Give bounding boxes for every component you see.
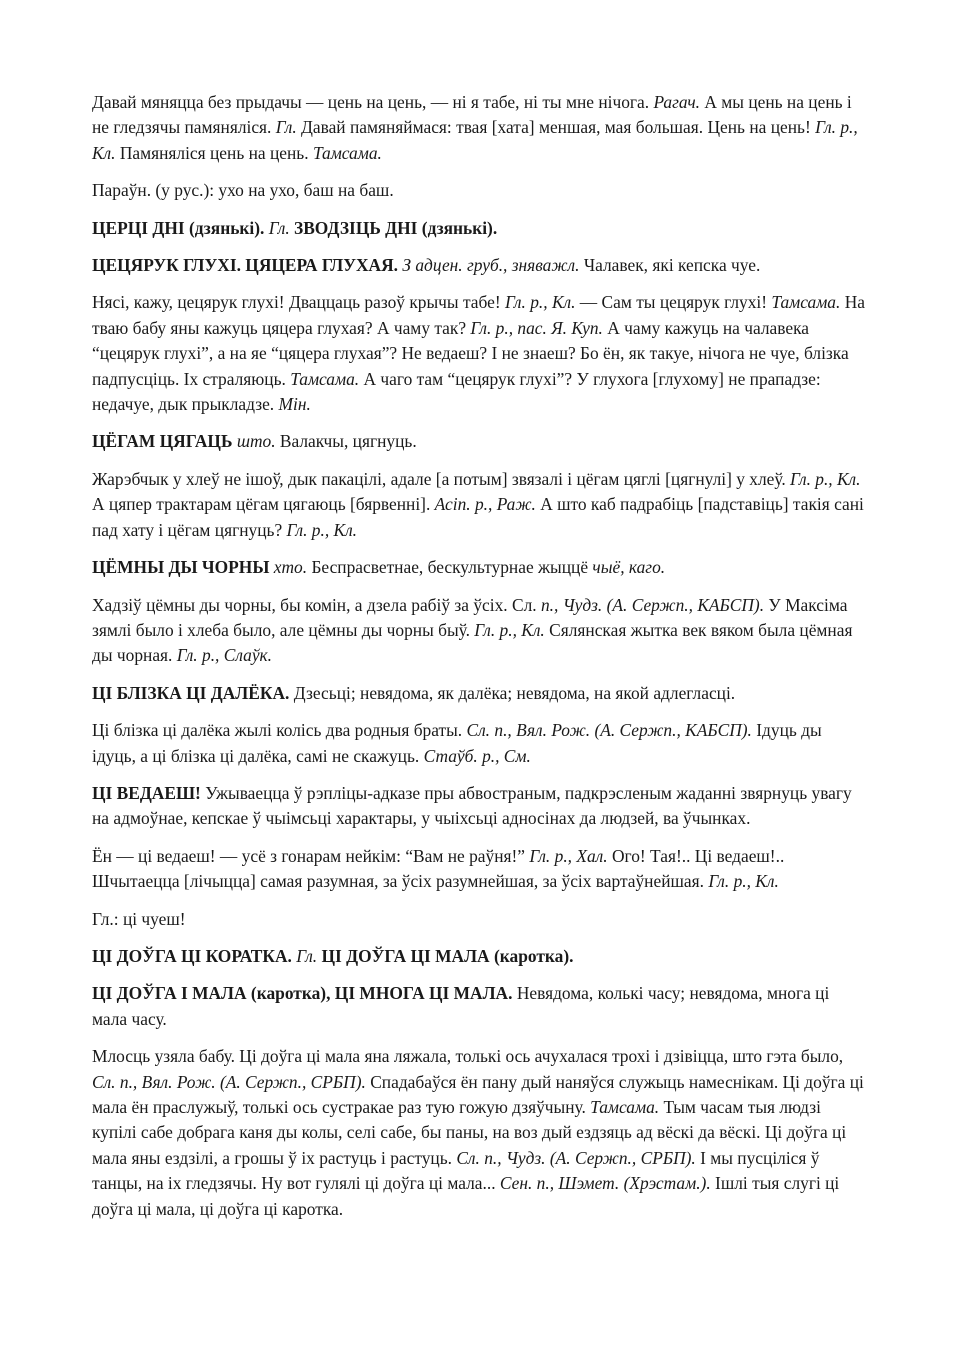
text-run: Гл.: ці чуеш! [92, 908, 186, 929]
text-run: Беспрасветнае, бескультурнае жыццё [307, 557, 593, 578]
source-reference: Сл. п., Вял. Рож. (А. Сержп., КАБСП). [466, 720, 752, 741]
text-run: Параўн. (у рус.): ухо на ухо, баш на баш. [92, 180, 394, 201]
text-run: Дзесьці; невядома, як далёка; невядома, на якой адлегласці. [289, 682, 736, 703]
text-run: Ужываецца ў рэпліцы-адказе пры абвостраным, падкрэсленым жаданні звярнуць увагу на адмоўнае, кепскае ў чыімсьці характары, у чыіхсьці адносінах да людзей, ва ўчынках. [92, 782, 852, 829]
text-run: Памяняліся цень на цень. [115, 142, 313, 163]
source-reference: Гл. р., Кл. [790, 468, 861, 489]
text-run: У Максіма зямлі было і хлеба было, але цёмны ды чорны быў. [92, 594, 848, 640]
source-reference: Рагач. [653, 92, 701, 112]
text-run: Невядома, колькі часу; невядома, многа ці мала часу. [92, 983, 830, 1029]
source-reference: што. [236, 431, 276, 452]
text-run: Спадабаўся ён пану дый наняўся служыць намеснікам. Ці доўга ці мала ён праслужыў, толькі ось сустракае раз тую гожую дзяўчыну. [92, 1071, 864, 1117]
headword: ЦЕЦЯРУК ГЛУХІ. ЦЯЦЕРА ГЛУХАЯ. [92, 255, 399, 276]
text-run: І мы пусціліся ў танцы, на іх гледзячы. Ну вот гулялі ці доўга ці мала... [92, 1147, 820, 1194]
source-reference: Гл. р., Хал. [529, 845, 608, 866]
paragraph [92, 178, 868, 203]
text-run: Млосць узяла бабу. Ці доўга ці мала яна ляжала, толькі ось ачухалася трохі і дзівіцца, што гэта было, [92, 1046, 844, 1067]
headword: ЦІ ДОЎГА ЦІ МАЛА (каротка). [321, 945, 574, 966]
text-run: Ого! Тая!.. Ці ведаеш!.. Шчытаецца [лічыцца] самая разумная, за ўсіх разумнейшая, за ўсіх вартаўнейшая. [92, 845, 785, 892]
paragraph [92, 429, 868, 454]
paragraph [92, 216, 868, 241]
text-run: Хадзіў цёмны ды чорны, бы комін, а дзела рабіў за ўсіх. Сл. [92, 594, 541, 615]
source-reference: Тамсама. [771, 292, 841, 313]
text-run: А чаго там “цецярук глухі”? У глухога [глухому] не прападзе: недачуе, дык прыкладзе. [92, 368, 821, 415]
source-reference: Гл. р., Кл. [708, 871, 779, 892]
text-run: Ён — ці ведаеш! — усё з гонарам нейкім: “Вам не раўня!” [92, 845, 530, 866]
source-reference: Гл. р., Кл. [286, 519, 357, 540]
paragraph [92, 593, 868, 669]
source-reference: Гл. [296, 945, 318, 966]
source-reference: Мін. [278, 394, 311, 415]
source-reference: Сл. п., Чудз. (А. Сержп., СРБП). [456, 1147, 696, 1168]
headword: ЦІ БЛІЗКА ЦІ ДАЛЁКА. [92, 682, 290, 703]
paragraph [92, 290, 868, 417]
text-run: Нясі, кажу, цецярук глухі! Дваццаць разоў крычы табе! [92, 292, 505, 313]
paragraph [92, 1044, 868, 1222]
source-reference: Гл. р., Кл. [474, 619, 545, 640]
text-run: А мы цень на цень і не гледзячы памяняліся. [92, 92, 852, 138]
text-run: Давай мяняцца без прыдачы — цень на цень, — ні я табе, ні ты мне нічога. [92, 92, 654, 112]
source-reference: Тамсама. [312, 142, 382, 163]
text-run: — Сам ты цецярук глухі! [575, 292, 772, 313]
source-reference: п., Чудз. (А. Сержп., КАБСП). [540, 594, 765, 615]
headword: ЦЁМНЫ ДЫ ЧОРНЫ [92, 557, 270, 578]
paragraph [92, 781, 868, 832]
source-reference: Гл. р., Слаўк. [176, 645, 273, 666]
paragraph [92, 253, 868, 278]
headword: ЦІ ДОЎГА ЦІ КОРАТКА. [92, 945, 292, 966]
source-reference: З адцен. груб., зняважл. [402, 255, 580, 276]
text-run: А чаму кажуць на чалавека “цецярук глухі”, а на яе “цяцера глухая”? Не ведаеш? І не знаеш? Бо ён, як такуе, нічога не чуе, блізка падпусціць. Іх страляюць. [92, 317, 849, 389]
paragraph [92, 981, 868, 1032]
source-reference: Гл. [268, 217, 290, 238]
source-reference: Стаўб. р., См. [423, 745, 531, 766]
text-run: На тваю бабу яны кажуць цяцера глухая? А чаму так? [92, 292, 865, 338]
source-reference: Асіп. р., Раж. [434, 494, 536, 515]
paragraph [92, 90, 868, 166]
text-run: Тым часам тыя людзі купілі сабе добрага каня ды колы, селі сабе, бы паны, на воз дый ездзяць ад вёскі да вёскі. Ці доўга ці мала яны ездзілі, а грошы ў іх растуць і растуць. [92, 1097, 847, 1168]
text-run: Жарэбчык у хлеў не ішоў, дык пакацілі, адале [а потым] звязалі і цёгам цяглі [цягнулі] у хлеў. [92, 468, 791, 489]
headword: ЗВОДЗІЦЬ ДНІ (дзянькі). [294, 217, 498, 238]
source-reference: Гл. [275, 117, 297, 138]
source-reference: Гл. р., Кл. [504, 292, 576, 313]
headword: ЦІ ДОЎГА І МАЛА (каротка), ЦІ МНОГА ЦІ МАЛА. [92, 983, 513, 1004]
text-run: Ідуць ды ідуць, а ці блізка ці далёка, самі не скажуць. [92, 720, 822, 766]
headword: ЦЕРЦІ ДНІ (дзянькі). [92, 217, 265, 238]
text-run: Сялянская жытка век вяком была цёмная ды чорная. [92, 619, 853, 666]
text-run: А цяпер трактарам цёгам цягаюць [бярвенні]. [92, 494, 435, 515]
text-run: А што каб падрабіць [падставіць] такія сані пад хату і цёгам цягнуць? [92, 494, 864, 540]
text-run: Валакчы, цягнуць. [275, 431, 417, 452]
paragraph [92, 718, 868, 769]
paragraph [92, 681, 868, 706]
headword: ЦІ ВЕДАЕШ! [92, 782, 201, 803]
source-reference: Тамсама. [590, 1097, 660, 1117]
text-run: Давай памяняймася: твая [хата] меншая, мая большая. Цень на цень! [296, 117, 816, 138]
text-run: Чалавек, які кепска чуе. [579, 255, 761, 276]
text-run: Ішлі тыя слугі ці доўга ці мала, ці доўга ці каротка. [92, 1173, 840, 1219]
source-reference: Гл. р., Кл. [92, 117, 858, 163]
source-reference: Тамсама. [290, 368, 360, 389]
paragraph [92, 555, 868, 580]
source-reference: Сл. п., Вял. Рож. (А. Сержп., СРБП). [92, 1071, 366, 1092]
paragraph [92, 844, 868, 895]
source-reference: хто. [273, 557, 308, 578]
source-reference: Сен. п., Шэмет. (Хрэстам.). [499, 1173, 711, 1194]
paragraph [92, 467, 868, 543]
headword: ЦЁГАМ ЦЯГАЦЬ [92, 431, 233, 452]
source-reference: Гл. р., пас. Я. Куп. [470, 317, 603, 338]
source-reference: чыё, каго. [592, 557, 666, 578]
paragraph [92, 907, 868, 932]
text-run: Ці блізка ці далёка жылі колісь два родныя браты. [92, 720, 467, 741]
paragraph [92, 944, 868, 969]
